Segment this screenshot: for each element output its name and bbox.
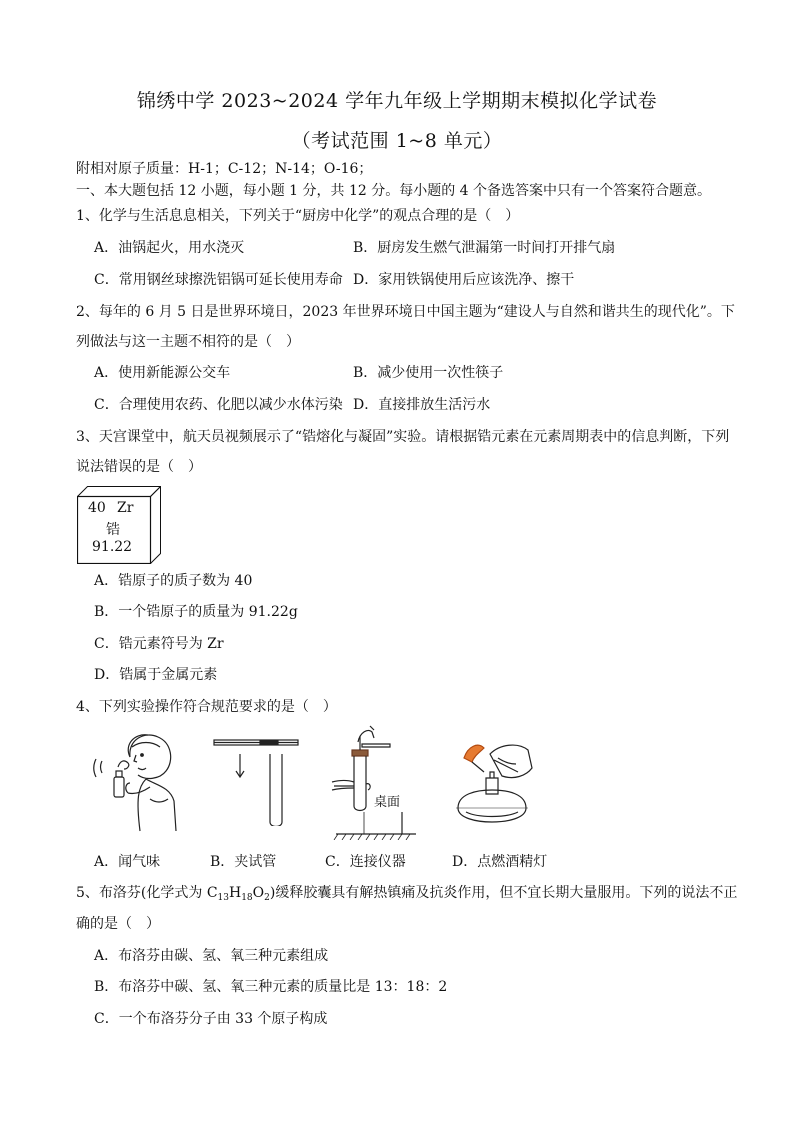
section-one-instructions: 一、本大题包括 12 小题，每小题 1 分，共 12 分。每小题的 4 个备选答案中只有一个答案符合题意。 <box>76 183 712 199</box>
question-4-stem: 4、下列实验操作符合规范要求的是（ ） <box>76 699 337 715</box>
question-3-stem-line-1: 3、天宫课堂中，航天员视频展示了“锆熔化与凝固”实验。请根据锆元素在元素周期表中的信息判断，下列 <box>76 429 730 445</box>
figure-caption-a: A．闻气味 <box>94 854 161 870</box>
question-5-stem-line-2: 确的是（ ） <box>76 916 160 932</box>
hydrogen-subscript: 18 <box>241 893 253 903</box>
question-2-option-b: B．减少使用一次性筷子 <box>353 365 504 381</box>
question-3-option-c: C．锆元素符号为 Zr <box>94 636 224 652</box>
element-symbol: Zr <box>117 500 134 516</box>
connecting-instrument-illustration <box>330 722 420 840</box>
question-5-option-a: A．布洛芬由碳、氢、氧三种元素组成 <box>94 948 329 964</box>
question-3-stem-line-2: 说法错误的是（ ） <box>76 459 202 475</box>
question-5-stem-line-1 <box>76 883 737 908</box>
element-atomic-mass: 91.22 <box>92 539 133 555</box>
question-3-option-b: B．一个锆原子的质量为 91.22g <box>94 604 298 620</box>
question-2-option-c: C．合理使用农药、化肥以减少水体污染 <box>94 397 343 413</box>
question-2-option-a: A．使用新能源公交车 <box>94 365 231 381</box>
question-3-option-a: A．锆原子的质子数为 40 <box>94 573 253 589</box>
periodic-table-cell-zirconium <box>77 486 161 564</box>
exam-title: 锦绣中学 2023~2024 学年九年级上学期期末模拟化学试卷 <box>136 90 658 112</box>
question-1-stem: 1、化学与生活息息相关，下列关于“厨房中化学”的观点合理的是（ ） <box>76 208 520 224</box>
element-name: 锆 <box>106 522 120 538</box>
figure-caption-d: D．点燃酒精灯 <box>452 854 548 870</box>
question-1-option-a: A．油锅起火，用水浇灭 <box>94 240 245 256</box>
carbon-subscript: 13 <box>217 893 229 903</box>
figure-caption-b: B．夹试管 <box>210 854 277 870</box>
hydrogen-symbol: H <box>228 885 242 901</box>
question-2-option-d: D．直接排放生活污水 <box>353 397 491 413</box>
question-2-stem-line-2: 列做法与这一主题不相符的是（ ） <box>76 334 300 350</box>
atomic-masses-note: 附相对原子质量：H-1；C-12；N-14；O-16； <box>76 161 373 177</box>
question-1-option-c: C．常用钢丝球擦洗铝锅可延长使用寿命 <box>94 272 343 288</box>
oxygen-subscript: 2 <box>264 893 270 903</box>
exam-subtitle: （考试范围 1~8 单元） <box>291 130 503 152</box>
question-5-option-b: B．布洛芬中碳、氢、氧三种元素的质量比是 13：18：2 <box>94 979 448 995</box>
question-1-option-b: B．厨房发生燃气泄漏第一时间打开排气扇 <box>353 240 616 256</box>
alcohol-lamp-lighting-illustration <box>454 738 538 828</box>
question-1-option-d: D．家用铁锅使用后应该洗净、擦干 <box>353 272 575 288</box>
question-2-stem-line-1: 2、每年的 6 月 5 日是世界环境日，2023 年世界环境日中国主题为“建设人与自然和谐共生的现代化”。下 <box>76 304 735 320</box>
question-5-stem-prefix: 5、布洛芬(化学式为 C <box>76 885 218 901</box>
question-3-option-d: D．锆属于金属元素 <box>94 667 218 683</box>
oxygen-symbol: O <box>252 885 265 901</box>
figure-caption-c: C．连接仪器 <box>325 854 406 870</box>
element-atomic-number: 40 <box>88 500 106 516</box>
question-5-stem-suffix: )缓释胶囊具有解热镇痛及抗炎作用，但不宜长期大量服用。下列的说法不正 <box>269 885 738 901</box>
table-surface-label: 桌面 <box>374 795 401 810</box>
smelling-boy-illustration <box>90 727 186 832</box>
test-tube-clamp-illustration <box>212 738 300 826</box>
question-5-option-c: C．一个布洛芬分子由 33 个原子构成 <box>94 1011 328 1027</box>
